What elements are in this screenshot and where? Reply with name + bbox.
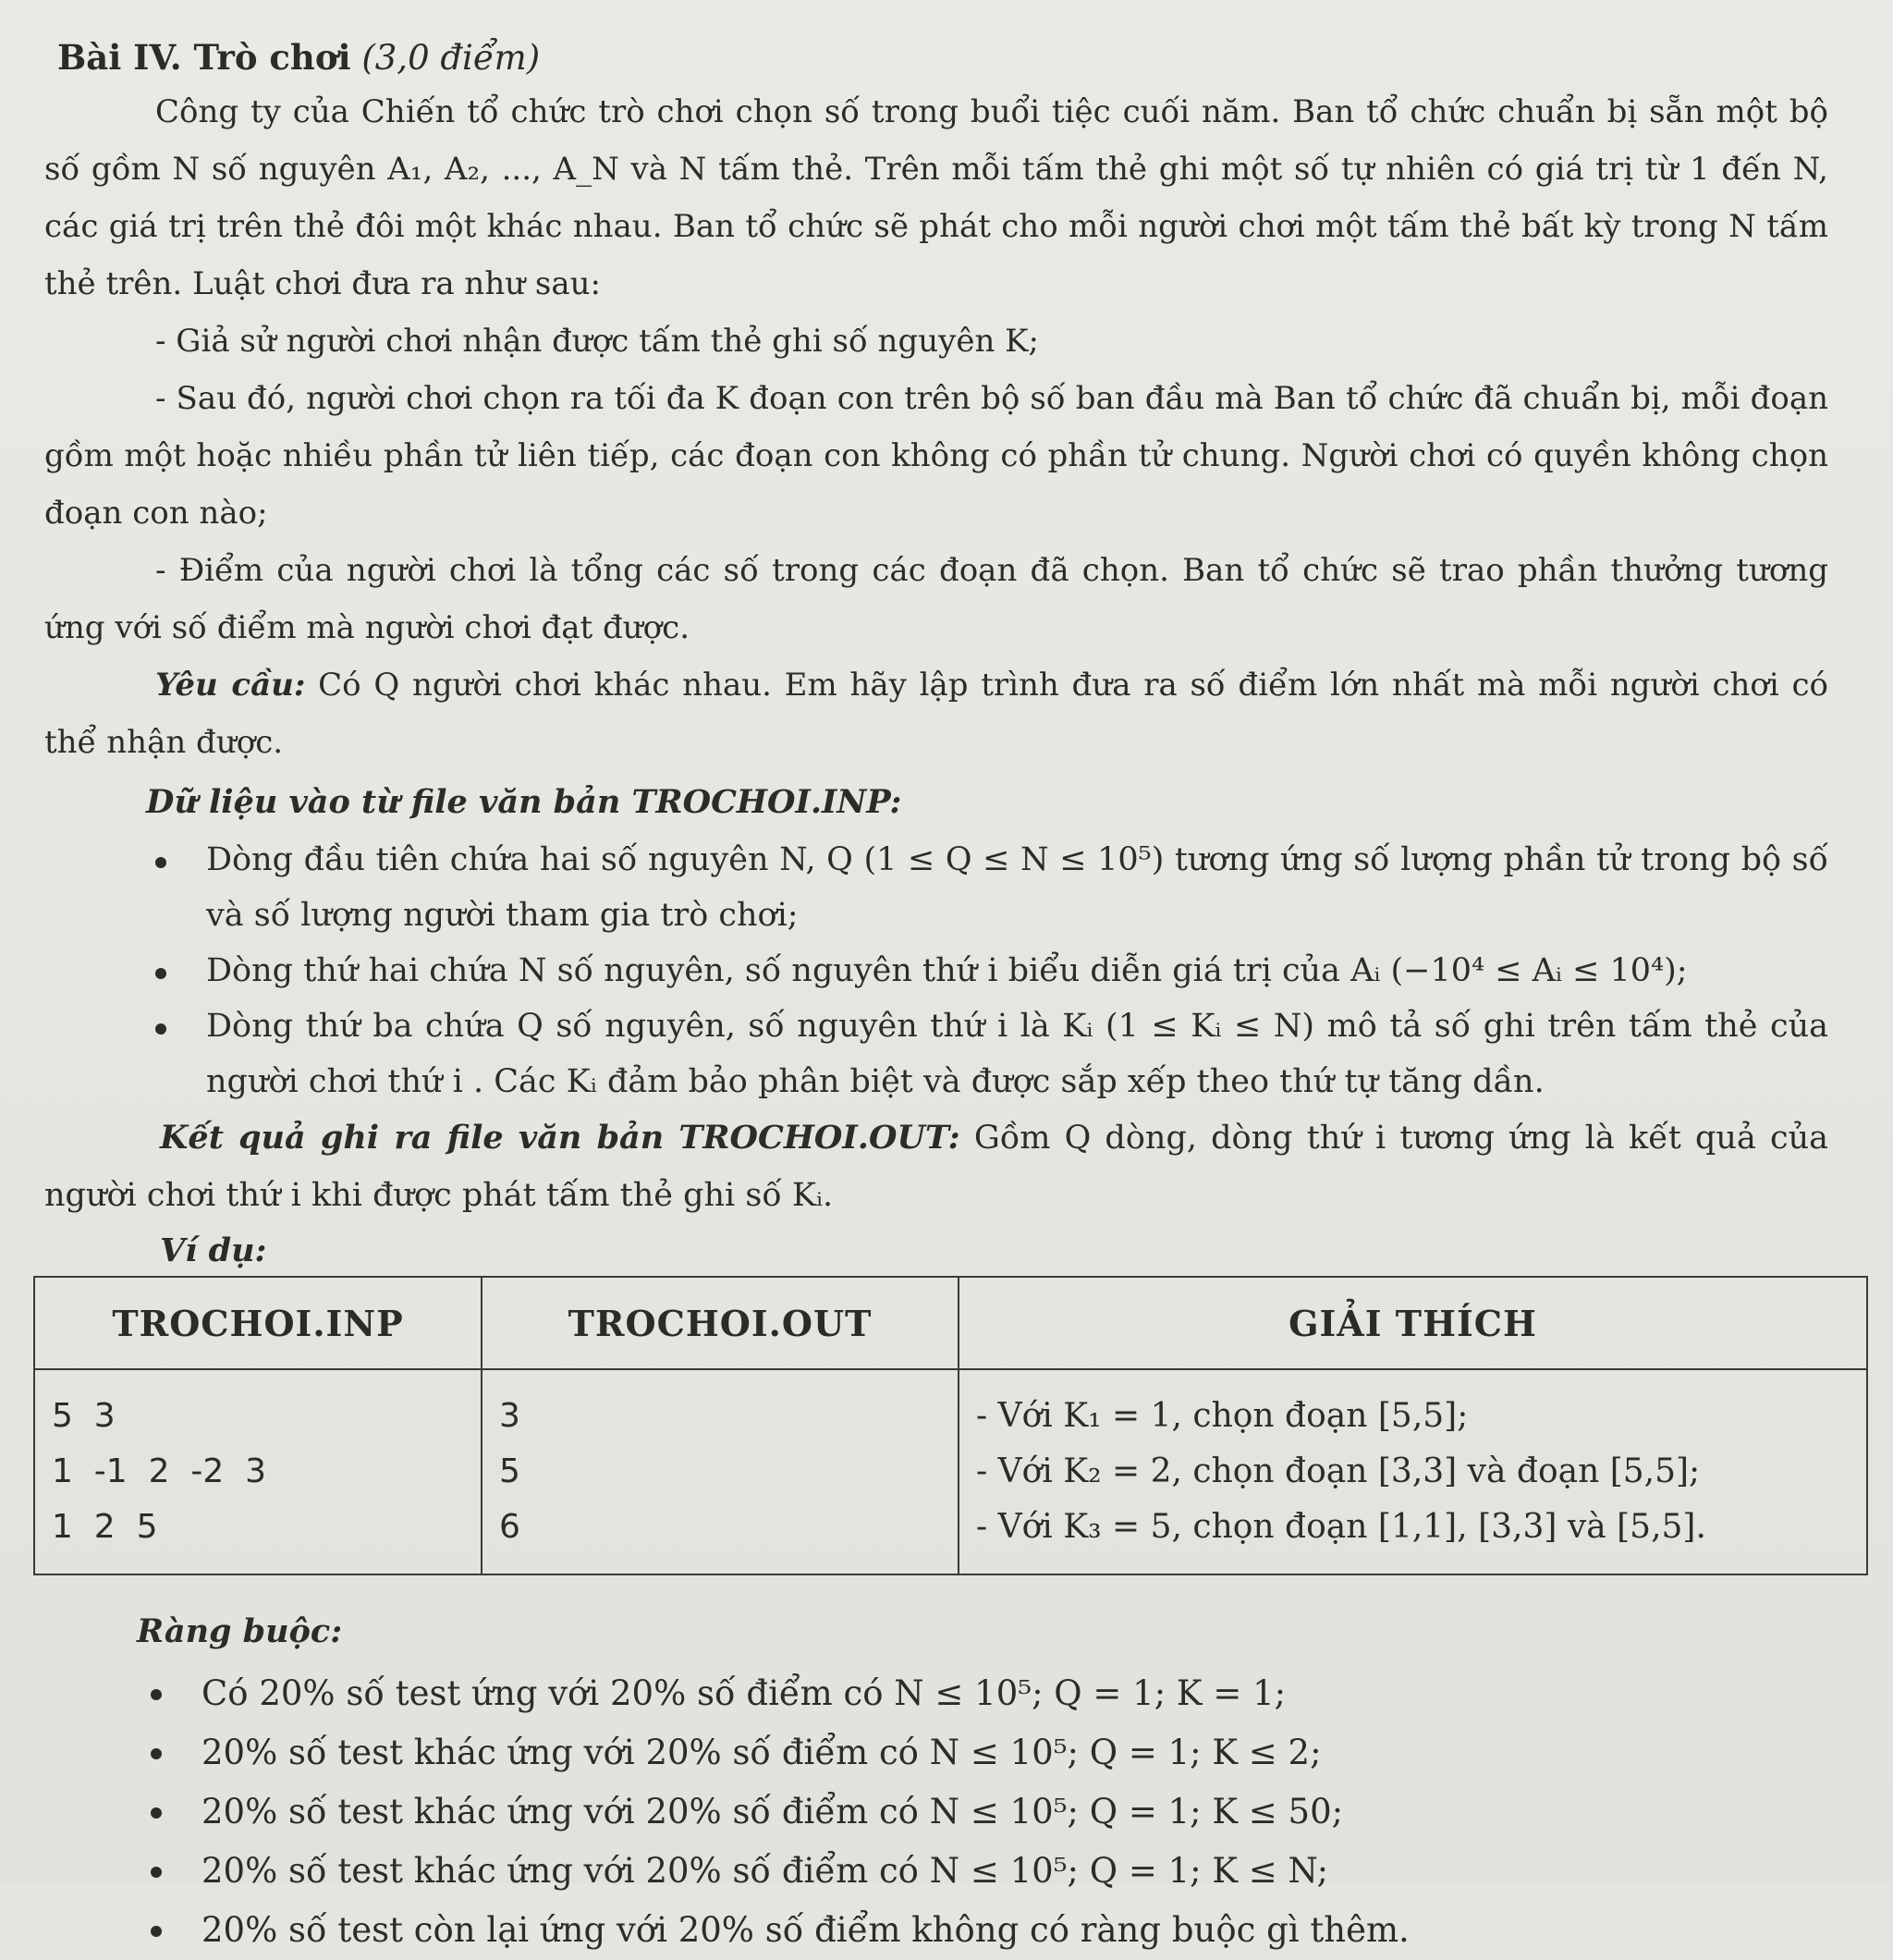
constraint-item: Có 20% số test ứng với 20% số điểm có N ≤ 10⁵; Q = 1; K = 1; (202, 1664, 1828, 1723)
explanation-cell (959, 1369, 1867, 1574)
rule-3: - Điểm của người chơi là tổng các số trong các đoạn đã chọn. Ban tổ chức sẽ trao phần thưởng tương ứng với số điểm mà người chơi đạt được. (44, 552, 1828, 646)
input-line: 1 2 5 (52, 1508, 158, 1546)
input-line: 1 -1 2 -2 3 (52, 1452, 267, 1490)
constraints-list (44, 1664, 1828, 1960)
constraint-item: 20% số test còn lại ứng với 20% số điểm không có ràng buộc gì thêm. (202, 1901, 1828, 1960)
output-line: 6 (499, 1508, 520, 1546)
output-text: Gồm Q dòng, dòng thứ i tương ứng là kết quả của người chơi thứ i khi được phát tấm thẻ ghi số Kᵢ. (44, 1120, 1828, 1214)
input-heading: Dữ liệu vào từ file văn bản TROCHOI.INP: (146, 783, 902, 821)
constraint-item: 20% số test khác ứng với 20% số điểm có N ≤ 10⁵; Q = 1; K ≤ 50; (202, 1782, 1828, 1842)
problem-title-main: Bài IV. Trò chơi (57, 37, 351, 78)
constraint-item: 20% số test khác ứng với 20% số điểm có N ≤ 10⁵; Q = 1; K ≤ N; (202, 1842, 1828, 1901)
explanation-line: - Với K₂ = 2, chọn đoạn [3,3] và đoạn [5,5]; (976, 1452, 1701, 1490)
header-output: TROCHOI.OUT (482, 1277, 959, 1369)
problem-points: (3,0 điểm) (361, 38, 541, 78)
explanation-line: - Với K₃ = 5, chọn đoạn [1,1], [3,3] và [5,5]. (976, 1508, 1706, 1546)
output-label: Kết quả ghi ra file văn bản TROCHOI.OUT: (160, 1119, 960, 1157)
table-header-row (34, 1277, 1867, 1369)
example-table (33, 1276, 1868, 1575)
explanation-line: - Với K₁ = 1, chọn đoạn [5,5]; (976, 1397, 1469, 1435)
intro-paragraph: Công ty của Chiến tổ chức trò chơi chọn số trong buổi tiệc cuối năm. Ban tổ chức chuẩn bị sẵn một bộ số gồm N số nguyên A₁, A₂, ..., A_N và N tấm thẻ. Trên mỗi tấm thẻ ghi một số tự nhiên có giá trị từ 1 đến N, các giá trị trên thẻ đôi một khác nhau. Ban tổ chức sẽ phát cho mỗi người chơi một tấm thẻ bất kỳ trong N tấm thẻ trên. Luật chơi đưa ra như sau: (44, 93, 1828, 302)
problem-statement (44, 28, 1828, 1960)
output-paragraph (44, 1109, 1828, 1224)
input-cell (34, 1369, 482, 1574)
table-row (34, 1369, 1867, 1574)
input-item-line1: Dòng đầu tiên chứa hai số nguyên N, Q (1 ≤ Q ≤ N ≤ 10⁵) tương ứng số lượng phần tử trong bộ số và số lượng người tham gia trò chơi; (206, 832, 1828, 943)
rule-2: - Sau đó, người chơi chọn ra tối đa K đoạn con trên bộ số ban đầu mà Ban tổ chức đã chuẩn bị, mỗi đoạn gồm một hoặc nhiều phần tử liên tiếp, các đoạn con không có phần tử chung. Người chơi có quyền không chọn đoạn con nào; (44, 380, 1828, 532)
output-line: 5 (499, 1452, 520, 1490)
output-line: 3 (499, 1397, 520, 1435)
input-item-line3: Dòng thứ ba chứa Q số nguyên, số nguyên thứ i là Kᵢ (1 ≤ Kᵢ ≤ N) mô tả số ghi trên tấm thẻ của người chơi thứ i . Các Kᵢ đảm bảo phân biệt và được sắp xếp theo thứ tự tăng dần. (206, 998, 1828, 1109)
constraint-item: 20% số test khác ứng với 20% số điểm có N ≤ 10⁵; Q = 1; K ≤ 2; (202, 1723, 1828, 1782)
rule-1: - Giả sử người chơi nhận được tấm thẻ ghi số nguyên K; (155, 323, 1040, 360)
input-list (44, 832, 1828, 1109)
header-input: TROCHOI.INP (34, 1277, 482, 1369)
constraints-heading: Ràng buộc: (137, 1612, 343, 1650)
requirement-label: Yêu cầu: (155, 667, 306, 704)
requirement-paragraph (44, 656, 1828, 771)
header-explanation: GIẢI THÍCH (959, 1277, 1867, 1369)
requirement-text: Có Q người chơi khác nhau. Em hãy lập trình đưa ra số điểm lớn nhất mà mỗi người chơi có thể nhận được. (44, 667, 1828, 761)
input-line: 5 3 (52, 1397, 116, 1435)
input-item-line2: Dòng thứ hai chứa N số nguyên, số nguyên thứ i biểu diễn giá trị của Aᵢ (−10⁴ ≤ Aᵢ ≤ 10⁴); (206, 943, 1828, 998)
output-cell (482, 1369, 959, 1574)
example-label: Ví dụ: (160, 1231, 267, 1269)
problem-title (57, 37, 1828, 78)
